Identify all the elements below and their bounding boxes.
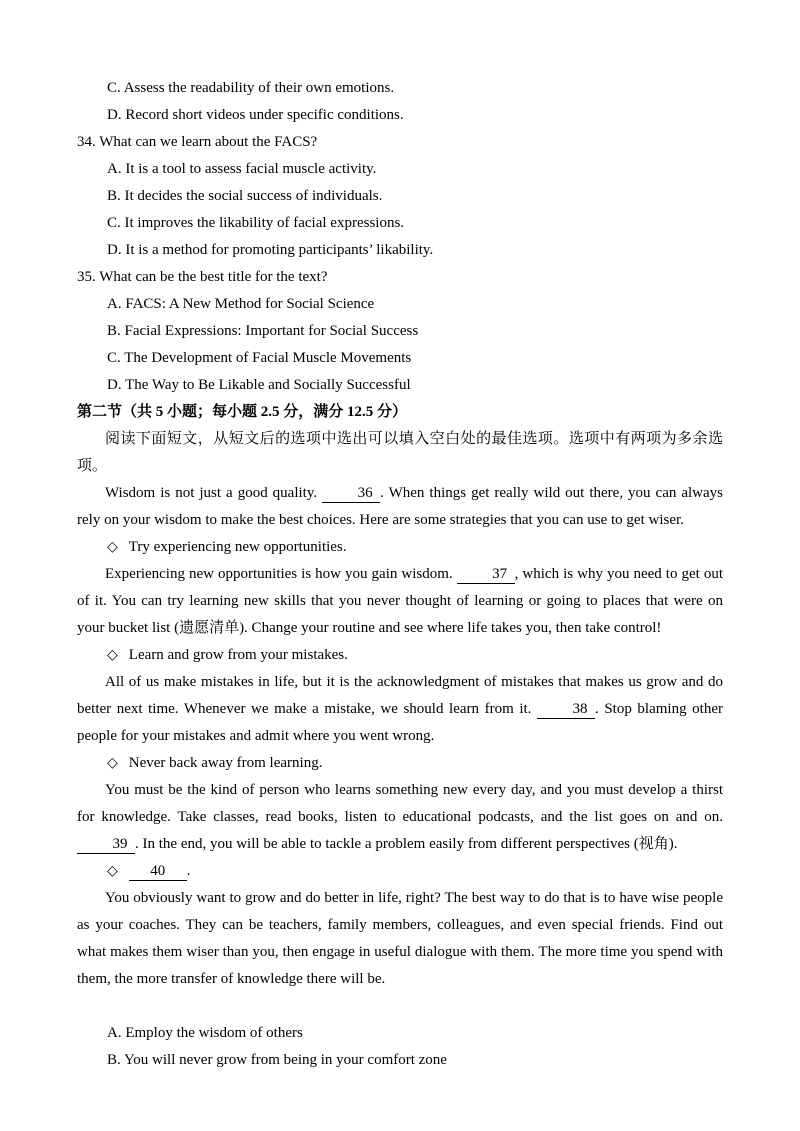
option-text: It is a tool to assess facial muscle activity. <box>125 161 377 177</box>
option-label: B. <box>107 188 121 204</box>
option-row <box>77 102 723 129</box>
bullet-text: . <box>186 863 191 879</box>
option-row <box>77 318 723 345</box>
blank-36: 36 <box>322 484 380 503</box>
option-label: B. <box>107 323 121 339</box>
cloze-options <box>77 1020 723 1074</box>
bullet-text: Try experiencing new opportunities. <box>128 539 347 555</box>
question-number: 34. <box>77 134 96 150</box>
bullet-text: Learn and grow from your mistakes. <box>128 647 348 663</box>
option-row <box>77 372 723 399</box>
passage-text: You obviously want to grow and do better in life, right? The best way to do that is to have wise people as your coaches. They can be teachers, family members, colleagues, and even special friends. Find out what makes them wiser than you, then engage in useful dialogue with them. The more time you spend with them, the more transfer of knowledge there will be. <box>77 890 723 987</box>
option-text: It improves the likability of facial expressions. <box>124 215 405 231</box>
option-row <box>77 1020 723 1047</box>
option-label: C. <box>107 215 121 231</box>
option-row <box>77 237 723 264</box>
passage-bullet-3 <box>77 750 723 777</box>
question-number: 35. <box>77 269 96 285</box>
passage-bullet-1 <box>77 534 723 561</box>
option-text: The Development of Facial Muscle Movements <box>124 350 412 366</box>
question-35 <box>77 264 723 291</box>
blank-40: 40 <box>129 862 187 881</box>
option-text: Facial Expressions: Important for Social Success <box>124 323 419 339</box>
blank-39: 39 <box>77 835 135 854</box>
option-label: D. <box>107 242 122 258</box>
option-text: FACS: A New Method for Social Science <box>125 296 375 312</box>
blank-37: 37 <box>457 565 515 584</box>
option-text: The Way to Be Likable and Socially Successful <box>125 377 411 393</box>
section-instructions: 阅读下面短文，从短文后的选项中选出可以填入空白处的最佳选项。选项中有两项为多余选项。 <box>77 431 723 474</box>
option-row <box>77 1047 723 1074</box>
passage-bullet-4 <box>77 858 723 885</box>
blank-38: 38 <box>537 700 595 719</box>
bullet-text: Never back away from learning. <box>128 755 323 771</box>
option-row <box>77 291 723 318</box>
passage-text: Wisdom is not just a good quality. <box>105 485 323 501</box>
passage-paragraph-1 <box>77 480 723 534</box>
option-label: A. <box>107 1025 122 1041</box>
passage-text: Experiencing new opportunities is how you gain wisdom. <box>105 566 457 582</box>
passage-paragraph-2 <box>77 561 723 642</box>
option-label: C. <box>107 80 121 96</box>
passage-text: You must be the kind of person who learns something new every day, and you must develop a thirst for knowledge. Take classes, read books, listen to educational podcasts, and the list goes on and on. <box>77 782 723 825</box>
diamond-bullet-icon: ◇ <box>107 540 118 555</box>
passage-paragraph-3 <box>77 669 723 750</box>
passage-text: , which is why you need to get out of it. You can try learning new skills that you never thought of learning or going to places that were on your bucket list (遗愿清单). Change your routine and see where life takes you, then take control! <box>77 566 723 636</box>
question-stem: What can be the best title for the text? <box>99 269 328 285</box>
option-text: Employ the wisdom of others <box>125 1025 303 1041</box>
diamond-bullet-icon: ◇ <box>107 864 118 879</box>
option-text: Assess the readability of their own emotions. <box>123 80 395 96</box>
diamond-bullet-icon: ◇ <box>107 648 118 663</box>
option-label: C. <box>107 350 121 366</box>
passage-text: . When things get really wild out there, you can always rely on your wisdom to make the best choices. Here are some strategies that you can use to get wiser. <box>77 485 724 528</box>
passage-text: . Stop blaming other people for your mistakes and admit where you went wrong. <box>77 701 723 744</box>
option-label: B. <box>107 1052 121 1068</box>
option-text: It is a method for promoting participants’ likability. <box>125 242 434 258</box>
option-row <box>77 345 723 372</box>
diamond-bullet-icon: ◇ <box>107 756 118 771</box>
option-row <box>77 183 723 210</box>
option-text: Record short videos under specific conditions. <box>125 107 404 123</box>
option-label: D. <box>107 377 122 393</box>
option-row <box>77 156 723 183</box>
option-text: You will never grow from being in your comfort zone <box>123 1052 447 1068</box>
option-label: A. <box>107 296 122 312</box>
option-row <box>77 210 723 237</box>
passage-text: . In the end, you will be able to tackle a problem easily from different perspectives (视角). <box>135 836 678 852</box>
section-header: 第二节（共 5 小题；每小题 2.5 分，满分 12.5 分） <box>77 404 408 420</box>
question-34 <box>77 129 723 156</box>
option-row <box>77 75 723 102</box>
passage-paragraph-4 <box>77 777 723 858</box>
option-label: D. <box>107 107 122 123</box>
question-stem: What can we learn about the FACS? <box>99 134 318 150</box>
passage-bullet-2 <box>77 642 723 669</box>
option-label: A. <box>107 161 122 177</box>
option-text: It decides the social success of individuals. <box>124 188 383 204</box>
passage-paragraph-5 <box>77 885 723 993</box>
passage-text: All of us make mistakes in life, but it is the acknowledgment of mistakes that makes us grow and do better next time. Whenever we make a mistake, we should learn from it. <box>77 674 723 717</box>
